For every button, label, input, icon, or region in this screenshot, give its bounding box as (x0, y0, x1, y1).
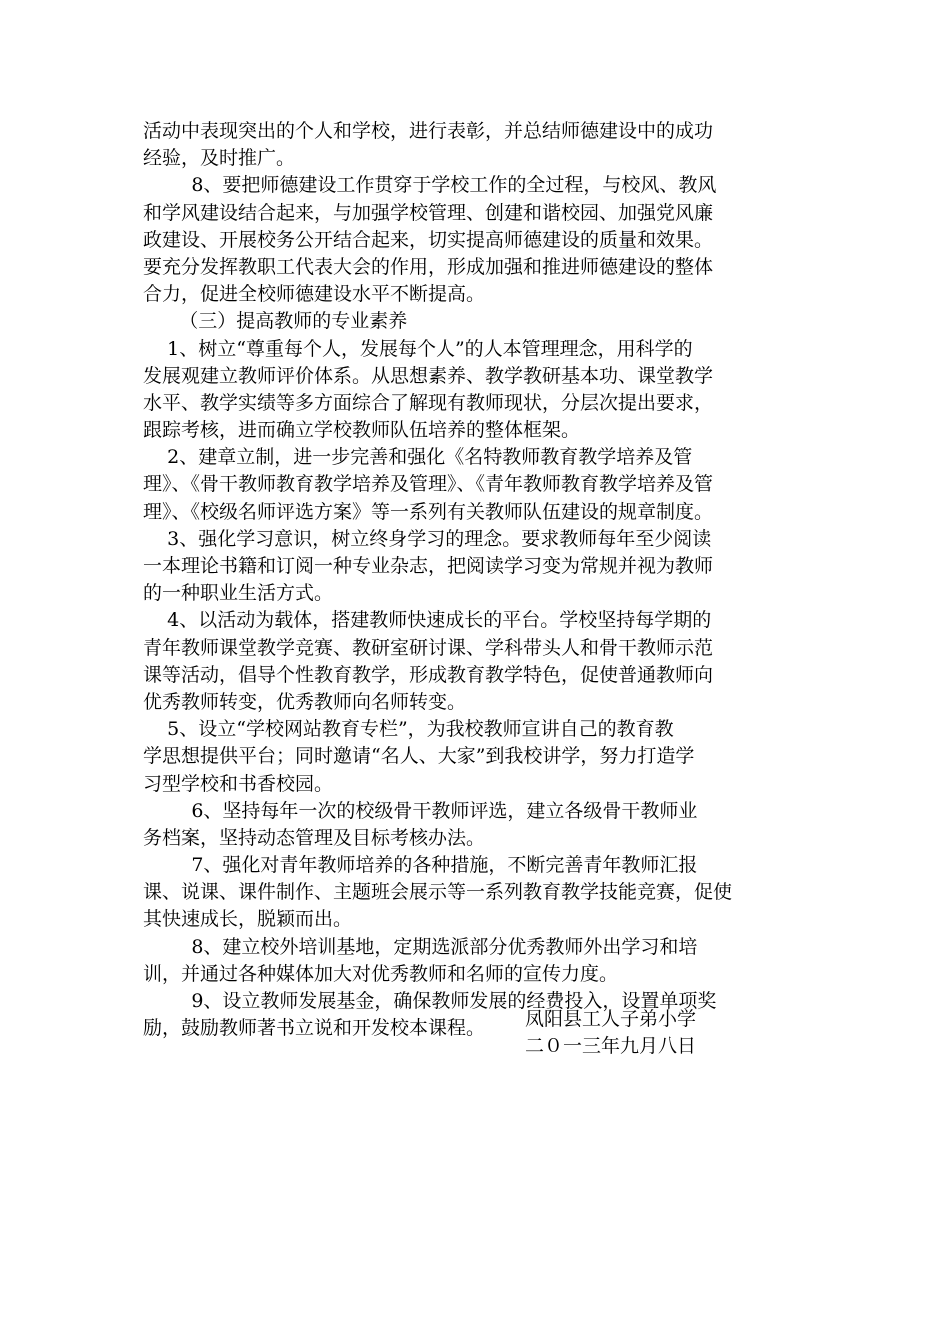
text-line: 经验，及时推广。 (143, 147, 296, 170)
text-line: 学思想提供平台；同时邀请“名人、大家”到我校讲学，努力打造学 (143, 745, 695, 768)
text-line: 3、强化学习意识，树立终身学习的理念。要求教师每年至少阅读 (143, 527, 712, 550)
text-line: 8、建立校外培训基地，定期选派部分优秀教师外出学习和培 (143, 935, 698, 958)
text-line: 务档案，坚持动态管理及目标考核办法。 (143, 826, 486, 849)
text-line: 课、说课、课件制作、主题班会展示等一系列教育教学技能竞赛，促使 (143, 881, 733, 904)
text-line: 青年教师课堂教学竞赛、教研室研讨课、学科带头人和骨干教师示范 (143, 636, 714, 659)
text-line: 要充分发挥教职工代表大会的作用，形成加强和推进师德建设的整体 (143, 255, 714, 278)
section-heading: （三）提高教师的专业素养 (143, 310, 408, 333)
text-line: 发展观建立教师评价体系。从思想素养、教学教研基本功、课堂教学 (143, 364, 714, 387)
signature-date: 二０一三年九月八日 (525, 1035, 697, 1058)
text-line: 7、强化对青年教师培养的各种措施，不断完善青年教师汇报 (143, 854, 698, 877)
text-line: 1、树立“尊重每个人，发展每个人”的人本管理理念，用科学的 (143, 337, 693, 360)
signature-block (525, 1006, 696, 1060)
text-line: 的一种职业生活方式。 (143, 582, 334, 605)
text-line: 训，并通过各种媒体加大对优秀教师和名师的宣传力度。 (143, 962, 619, 985)
text-line: 一本理论书籍和订阅一种专业杂志，把阅读学习变为常规并视为教师 (143, 555, 714, 577)
signature-organization: 凤阳县工人子弟小学 (525, 1008, 697, 1030)
text-line: 2、建章立制，进一步完善和强化《名特教师教育教学培养及管 (143, 446, 693, 469)
text-line: 其快速成长，脱颖而出。 (143, 908, 353, 931)
text-line: 理》、《骨干教师教育教学培养及管理》、《青年教师教育教学培养及管 (143, 473, 714, 496)
text-line: 政建设、开展校务公开结合起来，切实提高师德建设的质量和效果。 (143, 228, 714, 251)
document-body (143, 118, 809, 1042)
text-line: 理》、《校级名师评选方案》等一系列有关教师队伍建设的规章制度。 (143, 500, 714, 523)
text-line: 8、要把师德建设工作贯穿于学校工作的全过程，与校风、教风 (143, 174, 717, 197)
text-line: 4、以活动为载体，搭建教师快速成长的平台。学校坚持每学期的 (143, 609, 712, 632)
text-line: 9、设立教师发展基金，确保教师发展的经费投入，设置单项奖 (143, 990, 717, 1012)
text-line: 水平、教学实绩等多方面综合了解现有教师现状，分层次提出要求， (143, 391, 714, 414)
text-line: 活动中表现突出的个人和学校，进行表彰，并总结师德建设中的成功 (143, 120, 714, 142)
text-line: 和学风建设结合起来，与加强学校管理、创建和谐校园、加强党风廉 (143, 201, 714, 224)
text-line: 跟踪考核，进而确立学校教师队伍培养的整体框架。 (143, 419, 581, 442)
text-line: 优秀教师转变，优秀教师向名师转变。 (143, 690, 467, 713)
text-line: 5、设立“学校网站教育专栏”，为我校教师宣讲自己的教育教 (143, 718, 674, 741)
text-line: 合力，促进全校师德建设水平不断提高。 (143, 283, 486, 306)
text-line: 课等活动，倡导个性教育教学，形成教育教学特色，促使普通教师向 (143, 663, 714, 686)
text-line: 习型学校和书香校园。 (143, 772, 334, 795)
text-line: 6、坚持每年一次的校级骨干教师评选，建立各级骨干教师业 (143, 799, 698, 822)
text-line: 励，鼓励教师著书立说和开发校本课程。 (143, 1017, 486, 1040)
